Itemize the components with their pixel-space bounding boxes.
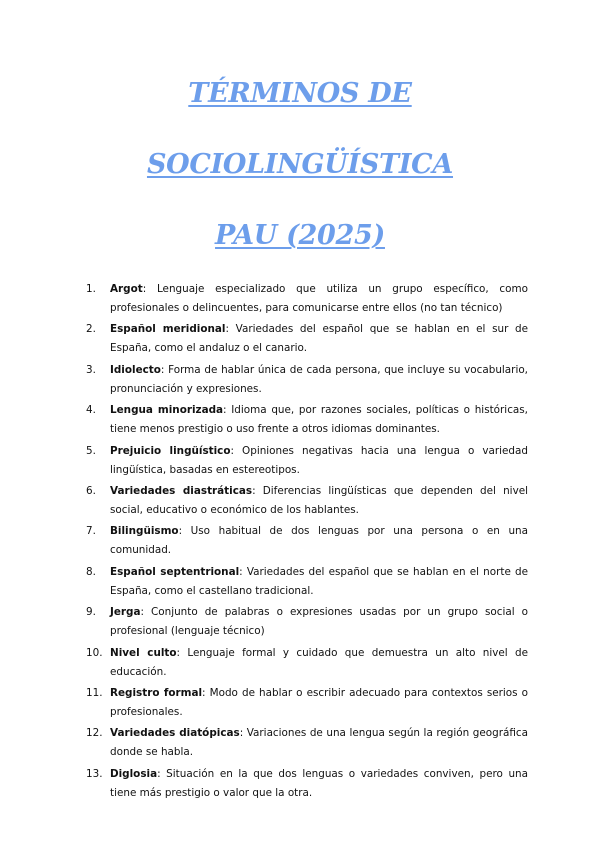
terms-list bbox=[86, 280, 528, 805]
term-item bbox=[86, 522, 528, 560]
term-number: 7. bbox=[86, 525, 96, 538]
term-item bbox=[86, 563, 528, 601]
term-item bbox=[86, 765, 528, 803]
term-item bbox=[86, 684, 528, 722]
term-item bbox=[86, 603, 528, 641]
term-name: Variedades diatópicas bbox=[110, 727, 240, 740]
term-number: 10. bbox=[86, 646, 103, 659]
term-definition: : Conjunto de palabras o expresiones usadas por un grupo social o profesional (lenguaje técnico) bbox=[110, 606, 528, 638]
term-definition: : Variedades del español que se hablan en el norte de España, como el castellano tradicional. bbox=[110, 565, 528, 597]
term-name: Jerga bbox=[110, 606, 141, 619]
term-definition: : Modo de hablar o escribir adecuado para contextos serios o profesionales. bbox=[110, 686, 529, 718]
term-name: Español meridional bbox=[110, 323, 226, 336]
term-number: 5. bbox=[86, 444, 96, 457]
term-definition: : Forma de hablar única de cada persona, que incluye su vocabulario, pronunciación y expresiones. bbox=[110, 363, 528, 395]
term-name: Registro formal bbox=[110, 686, 203, 699]
title-line-1: TÉRMINOS DE bbox=[188, 78, 412, 109]
term-definition: : Lenguaje formal y cuidado que demuestra un alto nivel de educación. bbox=[110, 646, 528, 678]
term-item bbox=[86, 401, 528, 439]
term-name: Lengua minorizada bbox=[110, 404, 224, 417]
term-definition: : Diferencias lingüísticas que dependen del nivel social, educativo o económico de los hablantes. bbox=[110, 484, 528, 516]
term-item bbox=[86, 320, 528, 358]
term-definition: : Variedades del español que se hablan en el sur de España, como el andaluz o el canario. bbox=[110, 323, 528, 355]
title-block bbox=[0, 76, 600, 254]
term-number: 1. bbox=[86, 283, 96, 295]
term-name: Diglosia bbox=[110, 767, 158, 780]
term-name: Argot bbox=[110, 283, 143, 295]
term-number: 8. bbox=[86, 565, 96, 578]
term-item bbox=[86, 280, 528, 318]
term-item bbox=[86, 644, 528, 682]
term-number: 6. bbox=[86, 484, 96, 497]
term-item bbox=[86, 442, 528, 480]
term-number: 4. bbox=[86, 404, 96, 417]
term-number: 11. bbox=[86, 686, 103, 699]
term-item bbox=[86, 361, 528, 399]
term-number: 3. bbox=[86, 363, 96, 376]
term-definition: : Idioma que, por razones sociales, políticas o históricas, tiene menos prestigio o uso frente a otros idiomas dominantes. bbox=[110, 404, 528, 436]
term-definition: : Uso habitual de dos lenguas por una persona o en una comunidad. bbox=[110, 525, 528, 557]
term-definition: : Variaciones de una lengua según la región geográfica donde se habla. bbox=[110, 727, 528, 759]
term-number: 2. bbox=[86, 323, 96, 336]
term-name: Variedades diastráticas bbox=[110, 484, 253, 497]
term-item bbox=[86, 724, 528, 762]
term-name: Bilingüismo bbox=[110, 525, 179, 538]
term-item bbox=[86, 482, 528, 520]
term-number: 13. bbox=[86, 767, 103, 780]
term-definition: : Opiniones negativas hacia una lengua o variedad lingüística, basadas en estereotipos. bbox=[110, 444, 528, 476]
term-name: Nivel culto bbox=[110, 646, 177, 659]
term-name: Español septentrional bbox=[110, 565, 240, 578]
term-definition: : Situación en la que dos lenguas o variedades conviven, pero una tiene más prestigio o valor que la otra. bbox=[110, 767, 528, 799]
term-number: 9. bbox=[86, 606, 96, 619]
term-number: 12. bbox=[86, 727, 103, 740]
term-definition: : Lenguaje especializado que utiliza un grupo específico, como profesionales o delincuentes, para comunicarse entre ellos (no tan técnico) bbox=[110, 283, 528, 314]
term-name: Prejuicio lingüístico bbox=[110, 444, 231, 457]
title-line-3: PAU (2025) bbox=[215, 220, 385, 251]
title-line-2: SOCIOLINGÜÍSTICA bbox=[146, 149, 454, 180]
term-name: Idiolecto bbox=[110, 363, 161, 376]
